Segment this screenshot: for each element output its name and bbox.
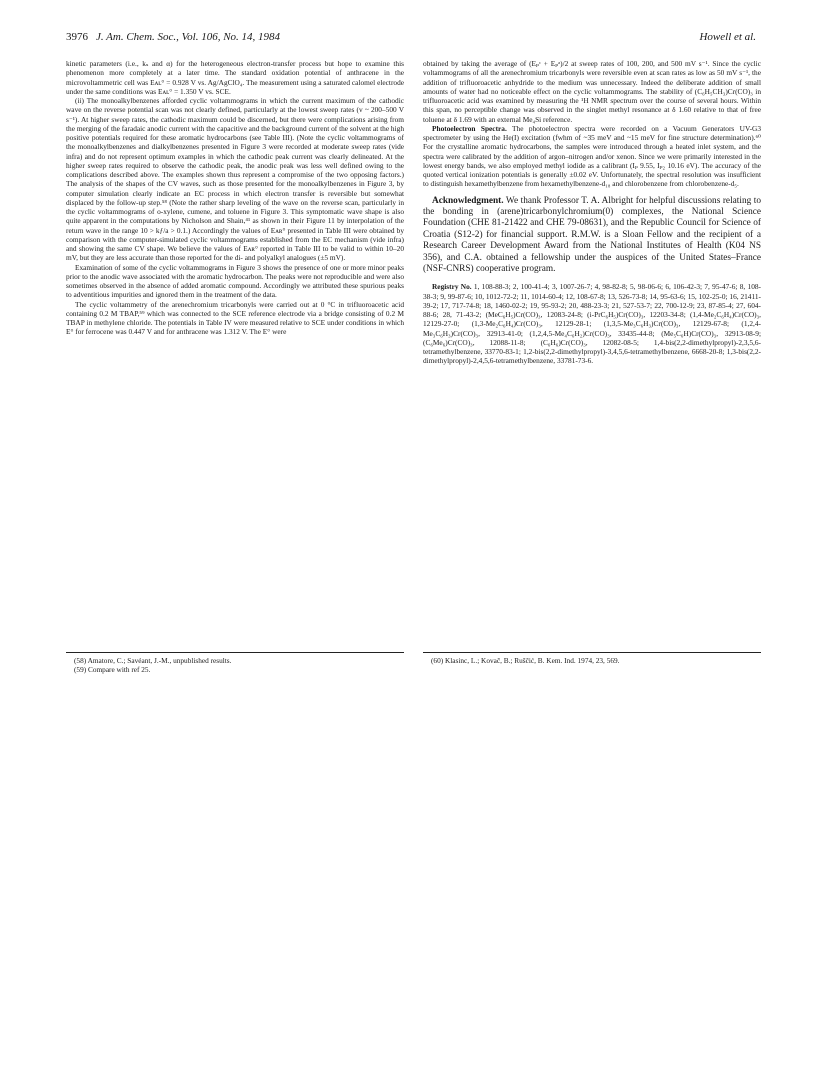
right-footnote-rule: [423, 652, 761, 653]
left-paragraph-3: Examination of some of the cyclic voltammograms in Figure 3 shows the presence of one or more minor peaks prior to the anodic wave associated with the aromatic hydrocarbon. The peaks were not reproducible and were also sometimes observed in the absence of added aromatic compound. Accordingly we attributed these spurious peaks to adventitious impurities and ignored them in the treatment of the data.: [66, 262, 404, 300]
left-footnote-rule: [66, 652, 404, 653]
left-paragraph-2: (ii) The monoalkylbenzenes afforded cyclic voltammograms in which the current maximum of the cathodic wave on the reverse potential scan was not clearly defined, particularly at the lowest sweep rates (v ~ 200–500 V s⁻¹). At higher sweep rates, the cathodic maximum could be discerned, but there were complications arising from the merging of the faradaic anodic current with the capacitive and the background current of the solvent at the high positive potentials required for these aromatic hydrocarbons (see Table III). (Note the cyclic voltammograms of the monoalkylbenzenes and dialkylbenzenes presented in Figure 3 were recorded at moderate sweep rates (vide infra) and do not represent optimum examples in which the cathodic peak current was clearly delineated. At the higher sweep rates required to observe the cathodic peak, the anodic peak was less well defined owing to the complications described above. The examples shown thus represent a compromise of the two opposing factors.) The analysis of the shapes of the CV waves, such as those presented for the monoalkylbenzenes in Figure 3, by computer simulation clearly indicate an EC process in which electron transfer is reversible but somewhat displaced by the follow-up step.⁵⁸ (Note the rather sharp leveling of the wave on the reverse scan, particularly in the cyclic voltammograms of o-xylene, cumene, and toluene in Figure 3. This symptomatic wave shape is also quite apparent in the computations by Nicholson and Shain,⁴¹ as shown in their Figure 11 by interpolation of the return wave in the range 10 > kƒ/a > 0.1.) Accordingly the values of Eᴀʀ° presented in Table III were obtained by comparison with the computer-simulated cyclic voltammograms established from the EC mechanism (vide infra) and showing the same CV shape. We believe the values of Eᴀʀ° reported in Table III to be valid to within 10–20 mV, but they are less accurate than those reported for the di- and polyalkyl analogues (±5 mV).: [66, 96, 404, 263]
left-column: [66, 59, 404, 337]
left-paragraph-4: The cyclic voltammetry of the arenechromium tricarbonyls were carried out at 0 °C in trifluoroacetic acid containing 0.2 M TBAP,⁵⁹ which was connected to the SCE reference electrode via a bridge consisting of 0.2 M TBAP in methylene chloride. The potentials in Table IV were measured relative to SCE under conditions in which E° for ferrocene was 0.447 V and for anthracene was 1.312 V. The E° were: [66, 299, 404, 337]
acknowledgment-heading: Acknowledgment.: [432, 195, 504, 206]
right-column: [423, 59, 761, 366]
registry-paragraph: [423, 282, 761, 365]
right-footnotes: [431, 656, 761, 665]
footnote-58: (58) Amatore, C.; Savéant, J.-M., unpublished results.: [74, 656, 232, 665]
photoelectron-text: The photoelectron spectra were recorded on a Vacuum Generators UV-G3 spectrometer by using the He(I) excitation (fwhm of ~35 meV and ~15 meV for fine structure determination).⁶⁰ For the crystalline aromatic hydrocarbons, the samples were introduced through a heated inlet system, and the spectra were calibrated by the addition of argon–nitrogen and/or xenon. Since we were primarily interested in the lowest energy bands, we also employed methyl iodide as a calibrant (Iₚ 9.55, Iₚ₂ 10.16 eV). The accuracy of the quoted vertical ionization potentials is generally ±0.02 eV. Unfortunately, the spectral resolution was insufficient to distinguish hexamethylbenzene from hexamethylbenzene-d₁₈ and chlorobenzene from chlorobenzene-d₅.: [423, 123, 761, 189]
photoelectron-heading: Photoelectron Spectra.: [432, 123, 507, 133]
left-paragraph-1: kinetic parameters (i.e., kₛ and α) for the heterogeneous electron-transfer process but hope to examine this phenomenon more completely at a later time. The standard oxidation potential of anthracene in the microvoltammetric cell was Eᴀʟ° = 0.928 V vs. Ag/AgClO₄. The measurement using a saturated calomel electrode under the same conditions was Eᴀʟ° = 1.350 V vs. SCE.: [66, 59, 404, 96]
registry-text: 1, 108-88-3; 2, 100-41-4; 3, 1007-26-7; 4, 98-82-8; 5, 98-06-6; 6, 106-42-3; 7, 95-47-6; 8, 108-38-3; 9, 99-87-6; 10, 1012-72-2; 11, 1014-60-4; 12, 108-67-8; 13, 526-73-8; 14, 95-63-6; 15, 102-25-0; 16, 21411-39-2; 17, 717-74-8; 18, 1460-02-2; 19, 95-93-2; 20, 488-23-3; 21, 527-53-7; 22, 700-12-9; 23, 87-85-4; 27, 604-88-6; 28, 71-43-2; (MeC₆H₅)Cr(CO)₃, 12083-24-8; (i-PrC₆H₅)Cr(CO)₃, 12203-34-8; (1,4-Me₂C₆H₄)Cr(CO)₃, 12129-27-0; (1,3-Me₂C₆H₄)Cr(CO)₃, 12129-28-1; (1,3,5-Me₃C₆H₃)Cr(CO)₃, 12129-67-8; (1,2,4-Me₃C₆H₃)Cr(CO)₃, 32913-41-0; (1,2,4,5-Me₄C₆H₂)Cr(CO)₃, 33435-44-8; (Me₅C₆H)Cr(CO)₃, 32913-08-9; (C₆Me₆)Cr(CO)₃, 12088-11-8; (C₆H₆)Cr(CO)₃, 12082-08-5; 1,4-bis(2,2-dimethylpropyl)-2,3,5,6-tetramethylbenzene, 33770-83-1; 1,2-bis(2,2-dimethylpropyl)-3,4,5,6-tetramethylbenzene, 6668-20-8; 1,3-bis(2,2-dimethylpropyl)-2,4,5,6-tetramethylbenzene, 33781-73-6.: [423, 282, 761, 366]
header-left: [66, 31, 280, 43]
footnote-59: (59) Compare with ref 25.: [74, 665, 151, 675]
journal-citation: J. Am. Chem. Soc., Vol. 106, No. 14, 1984: [96, 31, 281, 43]
registry-heading: Registry No.: [432, 282, 472, 292]
acknowledgment-paragraph: [423, 196, 761, 276]
left-footnotes: [74, 656, 404, 674]
page-number: 3976: [66, 31, 88, 43]
footnote-60: (60) Klasinc, L.; Kovač, B.; Ruščić, B. Kem. Ind. 1974, 23, 569.: [431, 656, 620, 665]
acknowledgment-text: We thank Professor T. A. Albright for helpful discussions relating to the bonding in (arene)tricarbonylchromium(0) complexes, the National Science Foundation (CHE 81-21422 and CHE 79-08631), and the Republic Council for Science of Croatia (S12-2) for financial support. R.M.W. is a Sloan Fellow and the recipient of a Research Career Development Award from the National Institutes of Health (K04 NS 356), and C.A. obtained a fellowship under the auspices of the United States–France (NSF-CNRS) cooperative program.: [423, 195, 761, 274]
author-line: Howell et al.: [699, 31, 756, 43]
photoelectron-paragraph: [423, 124, 761, 189]
running-header: [66, 31, 756, 47]
right-paragraph-1: obtained by taking the average of (Eₚᶜ + Eₚᵃ)/2 at sweep rates of 100, 200, and 500 mV s⁻¹. Since the cyclic voltammograms of all the arenechromium tricarbonyls were reversible even at scan rates as low as 50 mV s⁻¹, the addition of trifluoroacetic anhydride to the medium was unnecessary. Indeed the deliberate addition of small amounts of water had no noticeable effect on the cyclic voltammograms. The stability of (C₆H₅CH₃)Cr(CO)₃ in trifluoroacetic acid was examined by measuring the ¹H NMR spectrum over the course of several hours. Within this span, no perceptible change was observed in the singlet methyl resonance at δ 1.60 relative to that of free toluene at δ 1.69 with an external Me₄Si reference.: [423, 59, 761, 124]
